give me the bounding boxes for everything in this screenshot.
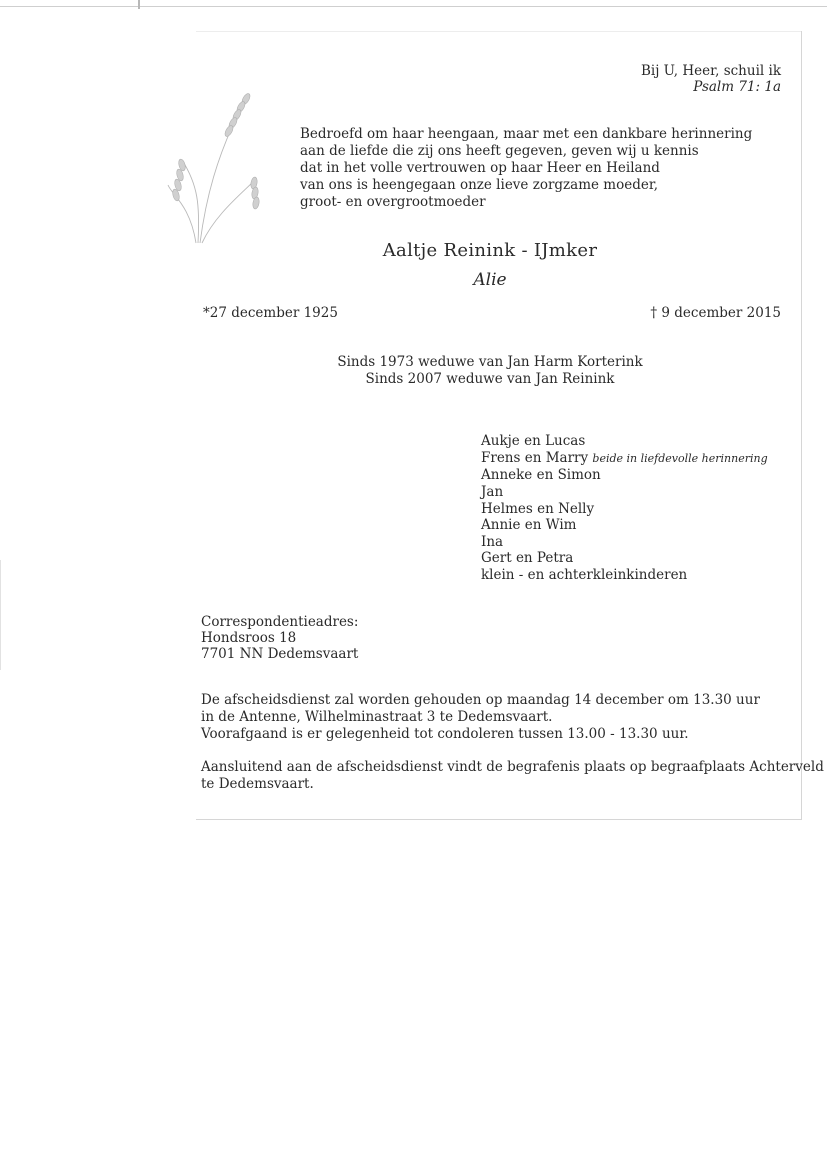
- motto-reference: Psalm 71: 1a: [693, 79, 781, 95]
- family-member: Annie en Wim: [481, 517, 577, 533]
- motto-text: Bij U, Heer, schuil ik: [640, 63, 781, 79]
- deceased-nickname: Alie: [473, 270, 507, 290]
- intro-line: groot- en overgrootmoeder: [300, 194, 486, 210]
- intro-line: aan de liefde die zij ons heeft gegeven, geven wij u kennis: [300, 143, 699, 159]
- address-label: Correspondentieadres:: [201, 614, 359, 630]
- deceased-name: Aaltje Reinink - IJmker: [382, 240, 598, 261]
- family-member-note: beide in liefdevolle herinnering: [592, 452, 768, 465]
- birth-date: *27 december 1925: [203, 305, 338, 321]
- address-street: Hondsroos 18: [201, 630, 297, 646]
- intro-line: dat in het volle vertrouwen op haar Heer en Heiland: [300, 160, 660, 176]
- family-member: klein - en achterkleinkinderen: [481, 567, 688, 583]
- service-line: De afscheidsdienst zal worden gehouden op maandag 14 december om 13.30 uur: [201, 692, 760, 708]
- death-date: † 9 december 2015: [650, 305, 781, 321]
- family-member: Gert en Petra: [481, 550, 574, 566]
- family-member: Ina: [481, 534, 504, 550]
- family-member: [481, 450, 768, 467]
- burial-line: te Dedemsvaart.: [201, 776, 314, 792]
- widow-line: Sinds 1973 weduwe van Jan Harm Korterink: [337, 354, 643, 370]
- intro-line: Bedroefd om haar heengaan, maar met een dankbare herinnering: [300, 126, 753, 142]
- wheat-ears-icon: [160, 85, 270, 245]
- service-line: in de Antenne, Wilhelminastraat 3 te Dedemsvaart.: [201, 709, 553, 725]
- family-member-name: Frens en Marry: [481, 450, 589, 466]
- scan-edge-line: [0, 6, 827, 7]
- family-member: Jan: [481, 484, 504, 500]
- widow-line: Sinds 2007 weduwe van Jan Reinink: [365, 371, 615, 387]
- family-member: Aukje en Lucas: [481, 433, 586, 449]
- family-member: Anneke en Simon: [481, 467, 601, 483]
- service-line: Voorafgaand is er gelegenheid tot condoleren tussen 13.00 - 13.30 uur.: [201, 726, 689, 742]
- address-city: 7701 NN Dedemsvaart: [201, 646, 359, 662]
- scan-mark: [0, 560, 1, 670]
- family-member: Helmes en Nelly: [481, 501, 595, 517]
- burial-line: Aansluitend aan de afscheidsdienst vindt de begrafenis plaats op begraafplaats Achterveld: [201, 759, 824, 775]
- intro-line: van ons is heengegaan onze lieve zorgzame moeder,: [300, 177, 659, 193]
- scan-mark: [138, 0, 140, 9]
